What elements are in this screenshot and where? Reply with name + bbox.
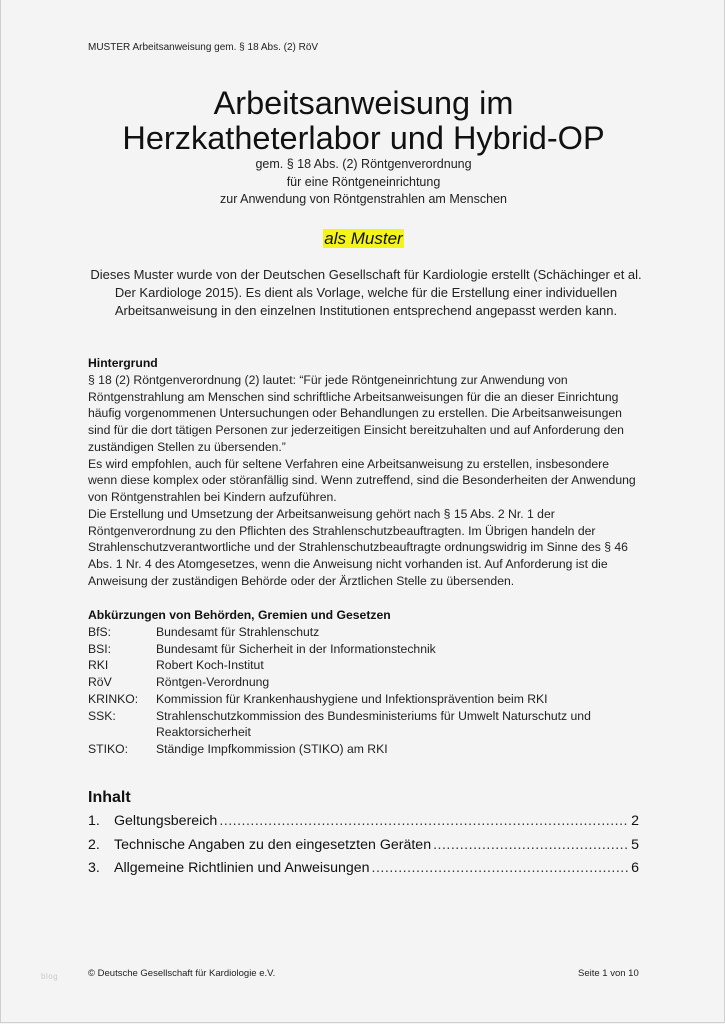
abbreviation-row	[88, 741, 648, 758]
section-heading: Abkürzungen von Behörden, Gremien und Gesetzen	[88, 608, 391, 622]
abbreviation-row	[88, 624, 648, 641]
abbreviation-key: SSK:	[88, 708, 116, 723]
text-line: von Röntgenstrahlen bei Kindern aufzuführen.	[88, 490, 337, 504]
text-line: wenn diese komplex oder störanfällig sind. Wenn zutreffend, sind die Besonderheiten der Anwendung	[88, 473, 636, 488]
muster-tag	[1, 228, 725, 250]
toc-title[interactable]: Technische Angaben zu den eingesetzten Geräten	[114, 836, 432, 853]
text-line: Röntgenverordnung zu den Pflichten des Strahlenschutzbeauftragten. Im Übrigen handeln der	[88, 523, 596, 538]
toc-leader-dots	[219, 810, 628, 834]
subtitle-line-2: für eine Röntgeneinrichtung	[286, 174, 441, 189]
abbreviation-value: Kommission für Krankenhaushygiene und Infektionsprävention beim RKI	[156, 691, 548, 706]
subtitle-line-3: zur Anwendung von Röntgenstrahlen am Menschen	[220, 192, 507, 206]
toc-entry-technische-angaben[interactable]	[88, 834, 639, 858]
toc-page-number[interactable]: 2	[631, 813, 639, 829]
abbreviation-key: RöV	[88, 675, 112, 689]
abbreviation-value: Strahlenschutzkommission des Bundesministeriums für Umwelt Naturschutz und	[156, 708, 591, 723]
abbreviation-row	[88, 674, 648, 691]
toc-number: 2.	[88, 836, 100, 853]
abbreviation-key: BfS:	[88, 624, 112, 639]
abbreviation-row	[88, 724, 648, 741]
text-line: zuständigen Stellen zu übersenden.”	[88, 439, 286, 454]
subtitle-line-1: gem. § 18 Abs. (2) Röntgenverordnung	[255, 157, 472, 171]
toc-leader-dots	[433, 834, 628, 858]
text-line: Anweisung der zuständigen Behörde oder der Ärztlichen Stelle zu übersenden.	[88, 573, 515, 588]
document-title-line-1: Arbeitsanweisung im	[213, 85, 514, 121]
watermark: blog	[41, 972, 59, 981]
abbreviation-value: Ständige Impfkommission (STIKO) am RKI	[156, 742, 388, 756]
abbreviation-value: Röntgen-Verordnung	[156, 675, 270, 689]
section-heading: Hintergrund	[88, 356, 158, 370]
text-line: sind für die dort tätigen Personen zur jederzeitigen Einsicht bereitzuhalten und auf Anforderung den	[88, 423, 624, 437]
toc-number: 3.	[88, 860, 100, 876]
text-line: häufig vorgenommenen Untersuchungen oder Behandlungen zu erstellen. Die Arbeitsanweisungen	[88, 406, 622, 421]
document-title-line-2: Herzkatheterlabor und Hybrid-OP	[122, 120, 605, 156]
footer-copyright: © Deutsche Gesellschaft für Kardiologie e.V.	[88, 968, 276, 979]
toc-page-number[interactable]: 5	[631, 836, 639, 853]
intro-paragraph	[81, 266, 651, 320]
abbreviation-key: STIKO:	[88, 742, 128, 756]
abbreviation-row	[88, 657, 648, 674]
abbreviation-key: RKI	[88, 658, 109, 673]
intro-line: Dieses Muster wurde von der Deutschen Gesellschaft für Kardiologie erstellt (Schächinger et al.	[90, 267, 642, 282]
abbreviation-row	[88, 641, 648, 658]
abbreviation-value: Robert Koch-Institut	[156, 658, 264, 673]
abbreviation-key	[88, 724, 156, 741]
text-line: Röntgenstrahlung am Menschen sind schriftliche Arbeitsanweisungen für die an dieser Einrichtung	[88, 389, 619, 404]
toc-entry-geltungsbereich[interactable]	[88, 810, 639, 834]
text-line: Abs. 1 Nr. 4 des Atomgesetzes, wenn die Anweisung nicht vorhanden ist. Auf Anforderung ist die	[88, 557, 608, 571]
text-line: § 18 (2) Röntgenverordnung (2) lautet: “Für jede Röntgeneinrichtung zur Anwendung von	[88, 372, 568, 387]
hintergrund-section	[88, 355, 648, 590]
abbreviation-key: BSI:	[88, 641, 112, 656]
abbreviation-row	[88, 691, 648, 708]
toc-heading: Inhalt	[88, 789, 131, 806]
text-line: Die Erstellung und Umsetzung der Arbeitsanweisung gehört nach § 15 Abs. 2 Nr. 1 der	[88, 506, 555, 521]
abbreviation-key: KRINKO:	[88, 691, 139, 706]
toc-page-number[interactable]: 6	[631, 860, 639, 876]
running-header: MUSTER Arbeitsanweisung gem. § 18 Abs. (2) RöV	[88, 42, 319, 53]
table-of-contents	[88, 788, 639, 881]
abbreviation-value: Reaktorsicherheit	[156, 725, 251, 740]
intro-line: Der Kardiologe 2015). Es dient als Vorlage, welche für die Erstellung einer individuellen	[114, 285, 618, 300]
abbreviation-row	[88, 708, 648, 725]
toc-entry-allgemeine-richtlinien[interactable]	[88, 857, 639, 881]
muster-highlight: als Muster	[324, 229, 403, 248]
toc-title[interactable]: Allgemeine Richtlinien und Anweisungen	[114, 860, 370, 876]
toc-title[interactable]: Geltungsbereich	[114, 813, 218, 829]
abbreviation-value: Bundesamt für Strahlenschutz	[156, 624, 320, 639]
abbreviation-value: Bundesamt für Sicherheit in der Informationstechnik	[156, 641, 436, 656]
text-line: Strahlenschutzverantwortliche und der Strahlenschutzbeauftragte ordnungswidrig im Sinne des § 46	[88, 540, 628, 555]
footer-page-number: Seite 1 von 10	[578, 968, 639, 979]
intro-line: Arbeitsanweisung in den einzelnen Institutionen entsprechend angepasst werden kann.	[114, 303, 618, 318]
abbreviations-section	[88, 607, 648, 758]
title-block	[1, 86, 725, 209]
toc-number: 1.	[88, 813, 100, 829]
text-line: Es wird empfohlen, auch für seltene Verfahren eine Arbeitsanweisung zu erstellen, insbesondere	[88, 456, 609, 471]
toc-leader-dots	[372, 857, 629, 881]
